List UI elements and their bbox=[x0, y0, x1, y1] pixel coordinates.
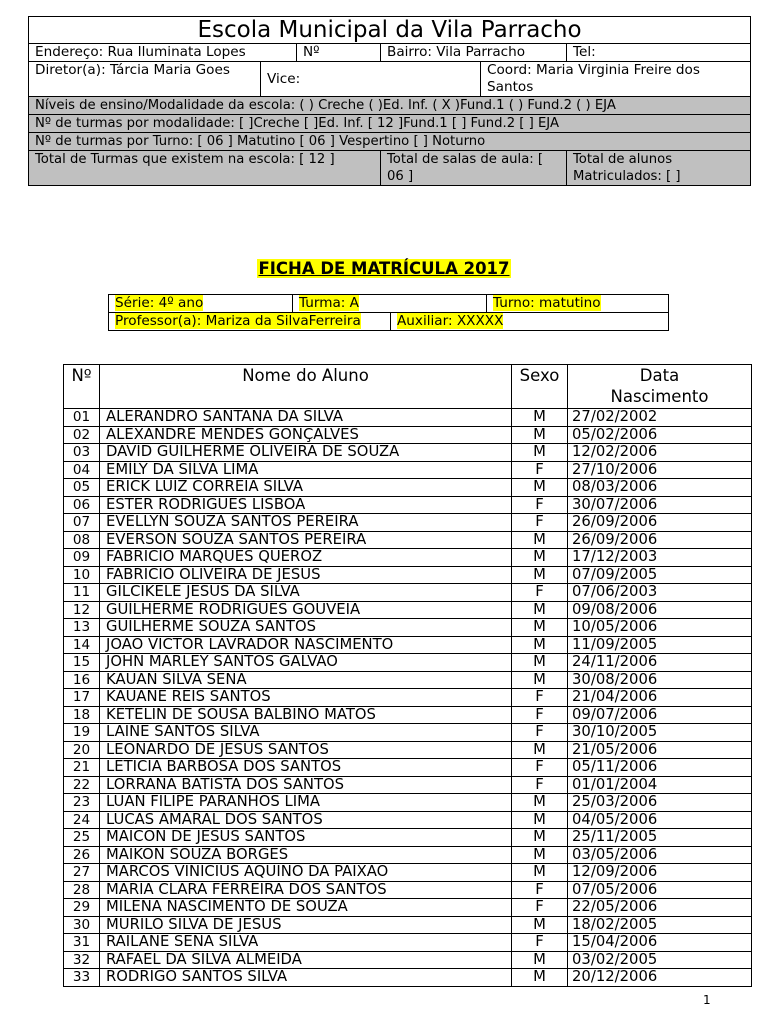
student-birth-date: 24/11/2006 bbox=[568, 654, 752, 672]
student-sex: M bbox=[512, 479, 568, 497]
student-sex: M bbox=[512, 636, 568, 654]
student-name: LUCAS AMARAL DOS SANTOS bbox=[100, 811, 512, 829]
table-row bbox=[64, 916, 752, 934]
table-row bbox=[64, 584, 752, 602]
form-title bbox=[0, 259, 768, 279]
student-birth-date: 07/05/2006 bbox=[568, 881, 752, 899]
student-name: GUILHERME SOUZA SANTOS bbox=[100, 619, 512, 637]
total-rooms: Total de salas de aula: [ 06 ] bbox=[381, 151, 567, 186]
table-row bbox=[64, 846, 752, 864]
student-birth-date: 25/11/2005 bbox=[568, 829, 752, 847]
student-sex: F bbox=[512, 899, 568, 917]
student-name: MILENA NASCIMENTO DE SOUZA bbox=[100, 899, 512, 917]
row-number: 12 bbox=[64, 601, 100, 619]
student-name: EVERSON SOUZA SANTOS PEREIRA bbox=[100, 531, 512, 549]
student-birth-date: 03/02/2005 bbox=[568, 951, 752, 969]
shift-field: Turno: matutino bbox=[493, 295, 601, 311]
row-number: 15 bbox=[64, 654, 100, 672]
student-birth-date: 17/12/2003 bbox=[568, 549, 752, 567]
student-sex: M bbox=[512, 846, 568, 864]
row-number: 29 bbox=[64, 899, 100, 917]
table-row bbox=[64, 934, 752, 952]
student-name: JOHN MARLEY SANTOS GALVAO bbox=[100, 654, 512, 672]
total-classes: Total de Turmas que existem na escola: [ 12 ] bbox=[29, 151, 381, 186]
student-sex: M bbox=[512, 671, 568, 689]
student-birth-date: 12/09/2006 bbox=[568, 864, 752, 882]
table-row bbox=[64, 654, 752, 672]
row-number: 23 bbox=[64, 794, 100, 812]
student-name: RODRIGO SANTOS SILVA bbox=[100, 969, 512, 987]
student-name: MARIA CLARA FERREIRA DOS SANTOS bbox=[100, 881, 512, 899]
student-name: EMILY DA SILVA LIMA bbox=[100, 461, 512, 479]
student-sex: F bbox=[512, 514, 568, 532]
row-number: 21 bbox=[64, 759, 100, 777]
row-number: 17 bbox=[64, 689, 100, 707]
row-number: 32 bbox=[64, 951, 100, 969]
student-name: KAUANE REIS SANTOS bbox=[100, 689, 512, 707]
student-birth-date: 04/05/2006 bbox=[568, 811, 752, 829]
student-name: KAUAN SILVA SENA bbox=[100, 671, 512, 689]
student-name: MAICON DE JESUS SANTOS bbox=[100, 829, 512, 847]
row-number: 08 bbox=[64, 531, 100, 549]
student-sex: F bbox=[512, 706, 568, 724]
row-number: 09 bbox=[64, 549, 100, 567]
table-row bbox=[64, 741, 752, 759]
education-levels: Níveis de ensino/Modalidade da escola: ( ) Creche ( )Ed. Inf. ( X )Fund.1 ( ) Fund.2 ( ) EJA bbox=[29, 97, 751, 115]
student-name: DAVID GUILHERME OLIVEIRA DE SOUZA bbox=[100, 444, 512, 462]
table-row bbox=[64, 811, 752, 829]
student-birth-date: 22/05/2006 bbox=[568, 899, 752, 917]
student-birth-date: 25/03/2006 bbox=[568, 794, 752, 812]
table-row bbox=[64, 409, 752, 427]
row-number: 19 bbox=[64, 724, 100, 742]
student-sex: M bbox=[512, 829, 568, 847]
student-sex: M bbox=[512, 864, 568, 882]
student-sex: M bbox=[512, 951, 568, 969]
row-number: 02 bbox=[64, 426, 100, 444]
student-birth-date: 08/03/2006 bbox=[568, 479, 752, 497]
row-number: 27 bbox=[64, 864, 100, 882]
student-name: LETICIA BARBOSA DOS SANTOS bbox=[100, 759, 512, 777]
student-birth-date: 03/05/2006 bbox=[568, 846, 752, 864]
table-row bbox=[64, 671, 752, 689]
row-number: 20 bbox=[64, 741, 100, 759]
table-row bbox=[64, 426, 752, 444]
table-row bbox=[64, 881, 752, 899]
student-name: GILCIKELE JESUS DA SILVA bbox=[100, 584, 512, 602]
row-number: 14 bbox=[64, 636, 100, 654]
student-name: ESTER RODRIGUES LISBOA bbox=[100, 496, 512, 514]
school-name: Escola Municipal da Vila Parracho bbox=[29, 17, 751, 44]
row-number: 24 bbox=[64, 811, 100, 829]
table-row bbox=[64, 969, 752, 987]
student-birth-date: 11/09/2005 bbox=[568, 636, 752, 654]
address-field: Endereço: Rua Iluminata Lopes bbox=[29, 44, 297, 62]
student-birth-date: 10/05/2006 bbox=[568, 619, 752, 637]
student-birth-date: 05/02/2006 bbox=[568, 426, 752, 444]
student-name: JOAO VICTOR LAVRADOR NASCIMENTO bbox=[100, 636, 512, 654]
student-birth-date: 30/10/2005 bbox=[568, 724, 752, 742]
row-number: 31 bbox=[64, 934, 100, 952]
row-number: 22 bbox=[64, 776, 100, 794]
table-row bbox=[64, 689, 752, 707]
table-row bbox=[64, 566, 752, 584]
student-sex: M bbox=[512, 566, 568, 584]
classes-by-modality: Nº de turmas por modalidade: [ ]Creche [ ]Ed. Inf. [ 12 ]Fund.1 [ ] Fund.2 [ ] EJA bbox=[29, 115, 751, 133]
table-row bbox=[64, 619, 752, 637]
number-field: Nº bbox=[297, 44, 381, 62]
row-number: 06 bbox=[64, 496, 100, 514]
col-number-header: Nº bbox=[64, 365, 100, 409]
student-birth-date: 09/08/2006 bbox=[568, 601, 752, 619]
student-name: RAFAEL DA SILVA ALMEIDA bbox=[100, 951, 512, 969]
total-students: Total de alunos Matriculados: [ ] bbox=[567, 151, 751, 186]
student-birth-date: 30/08/2006 bbox=[568, 671, 752, 689]
row-number: 25 bbox=[64, 829, 100, 847]
phone-field: Tel: bbox=[567, 44, 751, 62]
student-birth-date: 12/02/2006 bbox=[568, 444, 752, 462]
student-name: KETELIN DE SOUSA BALBINO MATOS bbox=[100, 706, 512, 724]
student-sex: M bbox=[512, 969, 568, 987]
student-birth-date: 27/02/2002 bbox=[568, 409, 752, 427]
row-number: 13 bbox=[64, 619, 100, 637]
table-row bbox=[64, 794, 752, 812]
director-field: Diretor(a): Tárcia Maria Goes bbox=[29, 62, 261, 97]
student-birth-date: 09/07/2006 bbox=[568, 706, 752, 724]
student-name: RAILANE SENA SILVA bbox=[100, 934, 512, 952]
student-sex: M bbox=[512, 741, 568, 759]
student-name: LEONARDO DE JESUS SANTOS bbox=[100, 741, 512, 759]
student-sex: F bbox=[512, 496, 568, 514]
row-number: 03 bbox=[64, 444, 100, 462]
student-name: FABRICIO MARQUES QUEROZ bbox=[100, 549, 512, 567]
student-sex: M bbox=[512, 426, 568, 444]
row-number: 07 bbox=[64, 514, 100, 532]
table-row bbox=[64, 479, 752, 497]
assistant-field: Auxiliar: XXXXX bbox=[397, 313, 504, 329]
student-sex: F bbox=[512, 584, 568, 602]
student-name: ERICK LUIZ CORREIA SILVA bbox=[100, 479, 512, 497]
student-sex: M bbox=[512, 619, 568, 637]
student-birth-date: 27/10/2006 bbox=[568, 461, 752, 479]
student-sex: M bbox=[512, 794, 568, 812]
vice-field: Vice: bbox=[261, 62, 481, 97]
student-name: LORRANA BATISTA DOS SANTOS bbox=[100, 776, 512, 794]
student-name: MAIKON SOUZA BORGES bbox=[100, 846, 512, 864]
student-name: ALERANDRO SANTANA DA SILVA bbox=[100, 409, 512, 427]
student-name: FABRICIO OLIVEIRA DE JESUS bbox=[100, 566, 512, 584]
student-birth-date: 21/04/2006 bbox=[568, 689, 752, 707]
student-birth-date: 07/06/2003 bbox=[568, 584, 752, 602]
col-birth-header: Data Nascimento bbox=[568, 365, 752, 409]
student-name: MURILO SILVA DE JESUS bbox=[100, 916, 512, 934]
student-birth-date: 07/09/2005 bbox=[568, 566, 752, 584]
student-sex: M bbox=[512, 444, 568, 462]
table-row bbox=[64, 899, 752, 917]
classes-by-shift: Nº de turmas por Turno: [ 06 ] Matutino [ 06 ] Vespertino [ ] Noturno bbox=[29, 133, 751, 151]
table-row bbox=[64, 636, 752, 654]
row-number: 04 bbox=[64, 461, 100, 479]
student-birth-date: 20/12/2006 bbox=[568, 969, 752, 987]
student-birth-date: 26/09/2006 bbox=[568, 531, 752, 549]
class-info bbox=[108, 294, 669, 331]
student-name: LUAN FILIPE PARANHOS LIMA bbox=[100, 794, 512, 812]
student-sex: M bbox=[512, 916, 568, 934]
student-birth-date: 30/07/2006 bbox=[568, 496, 752, 514]
table-row bbox=[64, 514, 752, 532]
student-sex: M bbox=[512, 811, 568, 829]
table-row bbox=[64, 724, 752, 742]
col-name-header: Nome do Aluno bbox=[100, 365, 512, 409]
student-name: LAINE SANTOS SILVA bbox=[100, 724, 512, 742]
student-sex: F bbox=[512, 881, 568, 899]
row-number: 33 bbox=[64, 969, 100, 987]
student-rows bbox=[64, 409, 752, 987]
row-number: 10 bbox=[64, 566, 100, 584]
student-sex: F bbox=[512, 724, 568, 742]
row-number: 05 bbox=[64, 479, 100, 497]
student-sex: F bbox=[512, 759, 568, 777]
table-row bbox=[64, 531, 752, 549]
table-row bbox=[64, 829, 752, 847]
student-table bbox=[63, 364, 752, 987]
row-number: 18 bbox=[64, 706, 100, 724]
student-birth-date: 18/02/2005 bbox=[568, 916, 752, 934]
student-sex: F bbox=[512, 461, 568, 479]
student-name: EVELLYN SOUZA SANTOS PEREIRA bbox=[100, 514, 512, 532]
student-birth-date: 15/04/2006 bbox=[568, 934, 752, 952]
grade-field: Série: 4º ano bbox=[115, 295, 204, 311]
student-birth-date: 05/11/2006 bbox=[568, 759, 752, 777]
student-sex: M bbox=[512, 601, 568, 619]
student-name: GUILHERME RODRIGUES GOUVEIA bbox=[100, 601, 512, 619]
student-sex: F bbox=[512, 689, 568, 707]
student-birth-date: 26/09/2006 bbox=[568, 514, 752, 532]
table-row bbox=[64, 549, 752, 567]
student-birth-date: 21/05/2006 bbox=[568, 741, 752, 759]
student-birth-date: 01/01/2004 bbox=[568, 776, 752, 794]
row-number: 01 bbox=[64, 409, 100, 427]
row-number: 11 bbox=[64, 584, 100, 602]
student-sex: M bbox=[512, 654, 568, 672]
row-number: 16 bbox=[64, 671, 100, 689]
row-number: 26 bbox=[64, 846, 100, 864]
table-row bbox=[64, 951, 752, 969]
table-row bbox=[64, 496, 752, 514]
table-row bbox=[64, 706, 752, 724]
table-row bbox=[64, 776, 752, 794]
student-sex: F bbox=[512, 776, 568, 794]
teacher-field: Professor(a): Mariza da SilvaFerreira bbox=[115, 313, 361, 329]
table-row bbox=[64, 759, 752, 777]
student-sex: M bbox=[512, 549, 568, 567]
row-number: 28 bbox=[64, 881, 100, 899]
student-sex: F bbox=[512, 934, 568, 952]
col-sex-header: Sexo bbox=[512, 365, 568, 409]
table-row bbox=[64, 601, 752, 619]
district-field: Bairro: Vila Parracho bbox=[381, 44, 567, 62]
class-field: Turma: A bbox=[299, 295, 359, 311]
page-number: 1 bbox=[703, 993, 711, 1007]
table-row bbox=[64, 864, 752, 882]
student-name: MARCOS VINICIUS AQUINO DA PAIXAO bbox=[100, 864, 512, 882]
coordinator-field: Coord: Maria Virginia Freire dos Santos bbox=[481, 62, 751, 97]
student-sex: M bbox=[512, 409, 568, 427]
table-row bbox=[64, 461, 752, 479]
table-row bbox=[64, 444, 752, 462]
form-title-text: FICHA DE MATRÍCULA 2017 bbox=[258, 259, 510, 278]
row-number: 30 bbox=[64, 916, 100, 934]
school-header bbox=[28, 16, 751, 186]
student-name: ALEXANDRE MENDES GONÇALVES bbox=[100, 426, 512, 444]
student-sex: M bbox=[512, 531, 568, 549]
